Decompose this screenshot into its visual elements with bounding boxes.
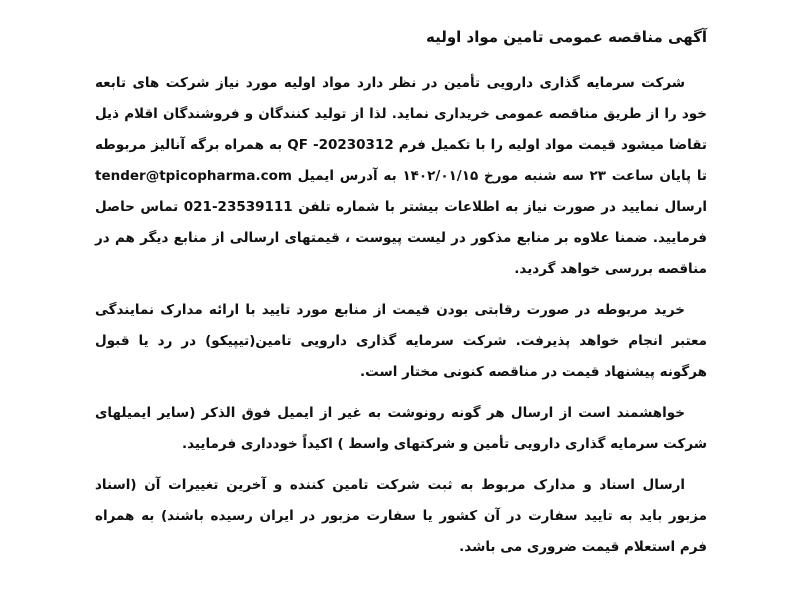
paragraph-tender-details: شرکت سرمایه گذاری دارویی تأمین در نظر دارد مواد اولیه مورد نیاز شرکت های تابعه خود را از طریق مناقصه عمومی خریداری نماید. لذا از تولید کنندگان و فروشندگان اقلام ذیل تقاضا میشود قیمت مواد اولیه را با تکمیل فرم QF -20230312 به همراه برگه آنالیز مربوطه تا پایان ساعت ۲۳ سه شنبه مورخ ۱۴۰۲/۰۱/۱۵ به آدرس ایمیل tender@tpicopharma.com ارسال نمایید در صورت نیاز به اطلاعات بیشتر با شماره تلفن 23539111-021 تماس حاصل فرمایید. ضمنا علاوه بر منابع مذکور در لیست پیوست ، قیمتهای ارسالی از منابع دیگر هم در مناقصه بررسی خواهد گردید. <box>95 75 708 277</box>
paragraph-required-documents: ارسال اسناد و مدارک مربوط به ثبت شرکت تامین کننده و آخرین تغییرات آن (اسناد مزبور باید به تایید سفارت در آن کشور یا سفارت مزبور در ایران رسیده باشند) به همراه فرم استعلام قیمت ضروری می باشد. <box>95 477 707 555</box>
paragraph-email-notice: خواهشمند است از ارسال هر گونه رونوشت به غیر از ایمیل فوق الذکر (سایر ایمیلهای شرکت سرمایه گذاری دارویی تأمین و شرکتهای واسط ) اکیداً خودداری فرمایید. <box>95 405 707 452</box>
tender-notice-document <box>95 24 707 573</box>
notice-title: آگهی مناقصه عمومی تامین مواد اولیه <box>426 28 707 46</box>
paragraph-purchase-conditions: خرید مربوطه در صورت رقابتی بودن قیمت از منابع مورد تایید با ارائه مدارک نمایندگی معتبر انجام خواهد پذیرفت. شرکت سرمایه گذاری دارویی تامین(تیپیکو) در رد یا قبول هرگونه پیشنهاد قیمت در مناقصه کنونی مختار است. <box>95 302 707 380</box>
